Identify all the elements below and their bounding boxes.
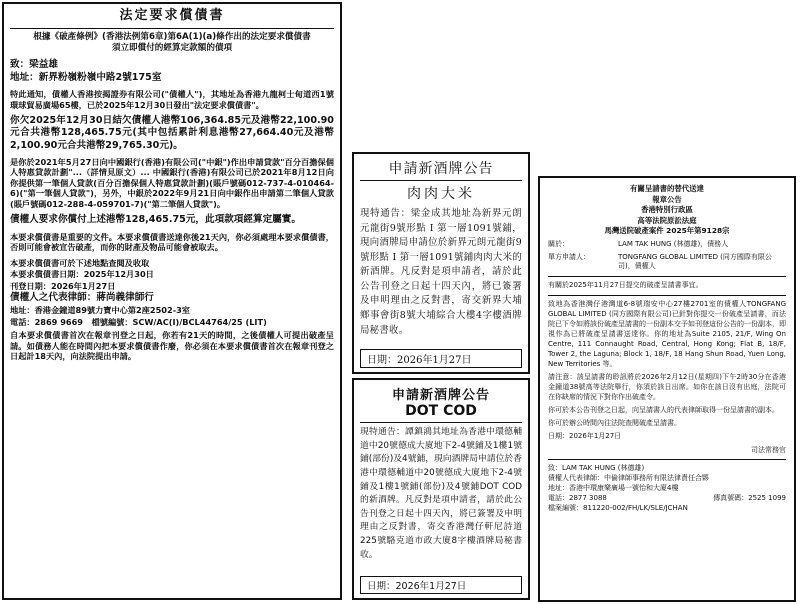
notice-heading: 有關呈請書的替代送達 <box>630 184 704 193</box>
divider <box>548 295 786 296</box>
solicitor-tel: 電話：2869 9669 <box>10 316 83 327</box>
case-number: 馬灣送院破產案件 2025年第9128宗 <box>604 226 730 236</box>
notice-paragraph: 請注意：該呈請書的聆訊將於2026年2月12日(星期四)下午2時30分在香港金鐘道38號高等法院舉行，你須於該日出席。如你在該日沒有出庭，法院可在你缺席的情況下對你作出破產令。 <box>548 372 786 401</box>
notice-paragraph: 致地為香港灣仔港灣道6-8號瑞安中心27樓2701室的債權人TONGFANG GLOBAL LIMITED (同方國際有限公司)已針對你提交一份破產呈請書，而法院已下令如將該份破產呈請書的一份副本交予如刊登這份公告的一份副本，即視作為已將破產呈請書送達你。你的地址為Suite 2105, 21/F, Wing On Centre, 111 Connaught Road, Central, Hong Kong; Flat B, 18/F, Tower 2, the Laguna; Block 1, 18/F, 18 Hang Shun Road, Yuen Long, New Territories 等。 <box>548 300 786 368</box>
creditor-solicitor: 債權人代表律師：中倫律師事務所有限法律責任合夥 <box>548 474 709 483</box>
solicitor-contact <box>10 317 334 328</box>
registrar-signature: 司法常務官 <box>751 445 786 454</box>
notice-footer: 自本要求償債書首次在報章刊登之日起，你若有21天的時間，之後債權人可提出破產呈請。如債務人能在時間內把本要求償債書作廢，你必須在本要求償債書首次在報章刊登之日起計18天內，向法院提出申請。 <box>10 330 334 362</box>
contact-row <box>548 494 786 504</box>
solicitor-address: 地址：香港中環康樂廣場一號怡和大廈4樓 <box>548 484 679 493</box>
liquor-licence-notice-meat-rice <box>352 152 530 374</box>
premises-name: DOT COD <box>360 403 522 423</box>
demand-date: 本要求償債書日期：2025年12月30日 <box>10 269 154 280</box>
liquor-licence-notice-dot-cod <box>352 378 530 600</box>
solicitor-address: 地址：香港金鐘道89號力寶中心第2座2502-3室 <box>10 305 190 316</box>
solicitor-fax: 傳真號碼：2525 1099 <box>713 494 786 503</box>
debtor-address: 地址：新界粉嶺粉嶺中路2號175室 <box>10 71 162 83</box>
debtor-label: 關於： <box>548 239 569 248</box>
notice-paragraph: 你可於辦公時間內往法院查閱破產呈請書。 <box>548 418 681 427</box>
notice-body: 現特通告：譚鎮鴻其地址為香港中環德輔道中20號德成大廈地下2-4號鋪及1樓1號鋪(部份)及4號鋪，現向酒牌局申請位於香港中環德輔道中20號德成大廈地下2-4號鋪及1樓1號鋪(部份)及4號鋪DOT COD的新酒牌。凡反對是項申請者，請於此公告刊登之日起十四天內，將已簽署及申明理由之反對書，寄交香港灣仔軒尼詩道225號駱克道市政大廈8字樓酒牌局秘書收。 <box>360 427 523 560</box>
divider <box>548 276 786 277</box>
creditor-value: TONGFANG GLOBAL LIMITED (同方國際有限公司)，債權人 <box>618 252 772 271</box>
creditor-row <box>548 253 786 273</box>
premises-name: 肉肉大米 <box>407 186 475 202</box>
creditor-label: 單方申請人： <box>548 252 590 261</box>
debtor-name: 致：梁益雄 <box>10 58 58 70</box>
publish-date: 刊登日期：2026年1月27日 <box>10 280 116 291</box>
notice-body: 現特通告：梁金成其地址為新界元朗元龍街9號形點 I 第一層1091號鋪，現向酒牌局申請位於新界元朗元龍街9號形點 I 第一層1091號鋪肉肉大米的新酒牌。凡反對是項申請者，請於此公告刊登之日起十四天內，將已簽署及申明理由之反對書，寄交新界大埔鄉事會街8號大埔綜合大樓4字樓酒牌局秘書收。 <box>360 208 522 336</box>
notice-paragraph: 你欠2025年12月30日結欠債權人港幣106,364.85元及港幣22,100.90元合共港幣128,465.75元(其中包括累計利息港幣27,664.40元及港幣2,100.90元合共港幣29,765.30元)。 <box>10 115 334 151</box>
notice-subtitle: 根據《破產條例》(香港法例第6章)第6A(1)(a)條作出的法定要求償債書 須立即償付的經算定款額的債項 <box>33 31 311 53</box>
notice-title: 申請新酒牌公告 <box>391 388 490 403</box>
notice-title: 申請新酒牌公告 <box>360 158 522 181</box>
debtor-row <box>548 240 786 250</box>
notice-paragraph: 你可於本公告刊登之日起，向呈請書人的代表律師取得一份呈請書的副本。 <box>548 405 779 414</box>
notice-title: 法定要求償債書 <box>10 8 334 29</box>
file-number: 檔案編號：811220-002/FH/LK/SLE/JCHAN <box>548 504 688 513</box>
bankruptcy-petition-notice <box>538 176 796 602</box>
notice-date: 日期：2026年1月27日 <box>360 349 522 368</box>
notice-paragraph: 債權人要求你償付上述港幣128,465.75元，此項款項經算定屬實。 <box>10 214 301 226</box>
notice-paragraph: 本要求償債書是重要的文件。本要求償債書送達你後21天內，你必須處理本要求償債書，否則可能會被宣告破產，而你的財產及物品可能會被取去。 <box>10 231 334 253</box>
court-region: 香港特別行政區 <box>641 205 693 215</box>
notice-date: 日期：2026年1月27日 <box>360 576 522 594</box>
solicitor-tel: 電話：2877 3088 <box>548 494 607 503</box>
statutory-demand-notice <box>2 2 342 600</box>
addressee: 致：LAM TAK HUNG (林德雄) <box>548 464 645 473</box>
notice-heading: 報章公告 <box>652 194 682 204</box>
debtor-value: LAM TAK HUNG (林德雄)，債務人 <box>618 239 729 248</box>
notice-date: 日期：2026年1月27日 <box>548 431 622 440</box>
notice-paragraph: 特此通知，債權人香港按揭證券有限公司("債權人")，其地址為香港九龍柯士甸道西1號環球貿易廣場65樓，已於2025年12月30日發出"法定要求償債書"。 <box>10 89 334 110</box>
divider <box>548 459 786 460</box>
court-name: 高等法院原訟法庭 <box>637 215 697 225</box>
petition-reference: 有關於2025年11月27日提交的破產呈請書事宜。 <box>548 281 703 290</box>
date-row <box>548 432 786 442</box>
notice-paragraph: 是你於2021年5月27日向中國銀行(香港)有限公司("中銀")作出申請貸款"百分百擔保個人特惠貸款計劃"...（詳情見原文）... 中國銀行(香港)有限公司已於2021年8月12日向你提供第一筆個人貸款(百分百擔保個人特惠貸款計劃)(賬戶號碼012-737-4-010464-6)("第一筆個人貸款")，另外，中銀於2022年9月21日向中銀作出申請第二筆個人貸款(賬戶號碼012-288-4-059701-7)("第二筆個人貸款")。 <box>10 156 334 209</box>
solicitor-ref: 檔號編號：SCW/AC(I)/BCL44764/25 (LIT) <box>91 316 267 327</box>
creditor-solicitor: 債權人之代表律師：蔣尚義律師行 <box>10 292 154 304</box>
notice-paragraph: 本要求償債書可於下述地點查閱及收取 <box>10 257 150 268</box>
